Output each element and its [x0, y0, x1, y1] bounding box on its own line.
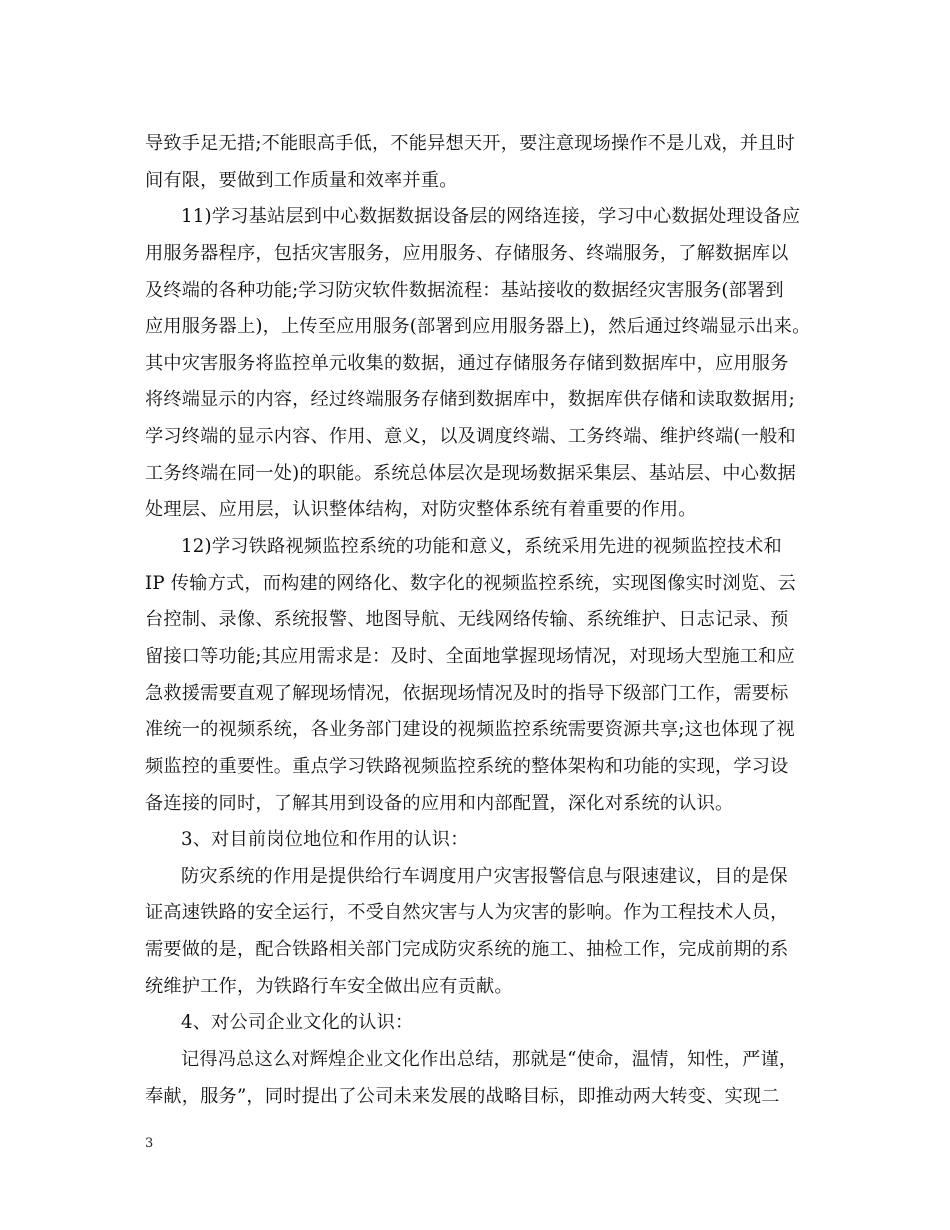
text-line: 备连接的同时，了解其用到设备的应用和内部配置，深化对系统的认识。 — [145, 792, 734, 814]
text-line: 间有限，要做到工作质量和效率并重。 — [145, 169, 458, 191]
section-heading: 3、对目前岗位地位和作用的认识： — [181, 829, 469, 851]
document-body — [145, 126, 810, 1115]
text-line: 及终端的各种功能;学习防灾软件数据流程：基站接收的数据经灾害服务(部署到 — [145, 279, 784, 301]
text-line: 奉献，服务”，同时提出了公司未来发展的战略目标，即推动两大转变、实现二 — [145, 1085, 780, 1107]
page-number: 3 — [145, 1136, 154, 1151]
text-line: 证高速铁路的安全运行，不受自然灾害与人为灾害的影响。作为工程技术人员， — [145, 902, 789, 924]
text-line: 将终端显示的内容，经过终端服务存储到数据库中，数据库供存储和读取数据用; — [145, 389, 795, 411]
text-line: 其中灾害服务将监控单元收集的数据，通过存储服务存储到数据库中，应用服务 — [145, 352, 789, 374]
text-line: 统维护工作，为铁路行车安全做出应有贡献。 — [145, 975, 513, 997]
text-line: 应用服务器上)，上传至应用服务(部署到应用服务器上)，然后通过终端显示出来。 — [145, 316, 811, 338]
paragraph-start-line: 12)学习铁路视频监控系统的功能和意义，系统采用先进的视频监控技术和 — [181, 536, 782, 558]
paragraph-start-line: 11)学习基站层到中心数据数据设备层的网络连接，学习中心数据处理设备应 — [181, 206, 801, 228]
text-line: IP 传输方式，而构建的网络化、数字化的视频监控系统，实现图像实时浏览、云 — [145, 572, 796, 594]
text-line: 准统一的视频系统，各业务部门建设的视频监控系统需要资源共享;这也体现了视 — [145, 719, 795, 741]
text-line: 急救援需要直观了解现场情况，依据现场情况及时的指导下级部门工作，需要标 — [145, 682, 789, 704]
text-line: 学习终端的显示内容、作用、意义，以及调度终端、工务终端、维护终端(一般和 — [145, 426, 796, 448]
text-line: 留接口等功能;其应用需求是：及时、全面地掌握现场情况，对现场大型施工和应 — [145, 645, 795, 667]
text-line: 处理层、应用层，认识整体结构，对防灾整体系统有着重要的作用。 — [145, 499, 697, 521]
text-line: 台控制、录像、系统报警、地图导航、无线网络传输、系统维护、日志记录、预 — [145, 609, 789, 631]
paragraph-start-line: 防灾系统的作用是提供给行车调度用户灾害报警信息与限速建议，目的是保 — [181, 865, 788, 887]
text-line: 用服务器程序，包括灾害服务，应用服务、存储服务、终端服务，了解数据库以 — [145, 242, 789, 264]
paragraph-start-line: 记得冯总这么对辉煌企业文化作出总结，那就是“使命，温情，知性，严谨， — [181, 1049, 798, 1071]
text-line: 需要做的是，配合铁路相关部门完成防灾系统的施工、抽检工作，完成前期的系 — [145, 939, 789, 961]
text-line: 工务终端在同一处)的职能。系统总体层次是现场数据采集层、基站层、中心数据 — [145, 462, 796, 484]
text-line: 导致手足无措;不能眼高手低，不能异想天开，要注意现场操作不是儿戏，并且时 — [145, 133, 795, 154]
section-heading: 4、对公司企业文化的认识： — [181, 1012, 414, 1034]
text-line: 频监控的重要性。重点学习铁路视频监控系统的整体架构和功能的实现，学习设 — [145, 755, 789, 777]
